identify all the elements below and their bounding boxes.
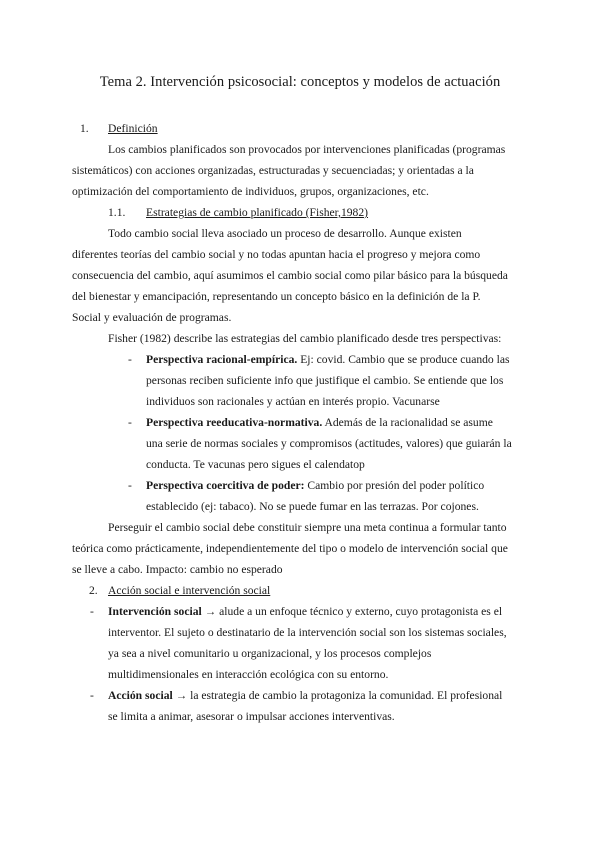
bullet-text: Ej: covid. Cambio que se produce cuando las <box>297 353 510 366</box>
paragraph-line: Social y evaluación de programas. <box>72 311 232 324</box>
bullet-item <box>146 479 484 493</box>
section-1-heading: Definición <box>108 122 158 135</box>
subsection-1-1-heading: Estrategias de cambio planificado (Fisher,1982) <box>146 206 369 219</box>
bullet-dash: - <box>128 353 132 366</box>
bullet-dash: - <box>90 605 94 618</box>
paragraph-line: optimización del comportamiento de individuos, grupos, organizaciones, etc. <box>72 185 429 198</box>
bullet-term: Acción social <box>108 689 173 702</box>
section-2-heading: Acción social e intervención social <box>108 584 271 597</box>
bullet-term: Perspectiva racional-empírica. <box>146 353 298 366</box>
bullet-item <box>108 689 502 703</box>
bullet-dash: - <box>90 689 94 702</box>
bullet-line: se limita a animar, asesorar o impulsar acciones interventivas. <box>108 710 395 723</box>
bullet-text: Además de la racionalidad se asume <box>322 416 493 429</box>
paragraph-line: Todo cambio social lleva asociado un proceso de desarrollo. Aunque existen <box>108 227 462 240</box>
section-1-number: 1. <box>80 122 89 135</box>
subsection-1-1-number: 1.1. <box>108 206 126 219</box>
bullet-dash: - <box>128 416 132 429</box>
bullet-term: Intervención social <box>108 605 202 618</box>
bullet-text: → alude a un enfoque técnico y externo, cuyo protagonista es el <box>201 605 503 618</box>
bullet-line: una serie de normas sociales y compromisos (actitudes, valores) que guiarán la <box>146 437 512 450</box>
paragraph-line: teórica como prácticamente, independientemente del tipo o modelo de intervención social que <box>72 542 508 555</box>
bullet-line: ya sea a nivel comunitario u organizacional, y los procesos complejos <box>108 647 432 660</box>
bullet-item <box>108 605 502 619</box>
bullet-line: conducta. Te vacunas pero sigues el calendatop <box>146 458 365 471</box>
paragraph-line: del bienestar y emancipación, representando un concepto básico en la definición de la P. <box>72 290 481 303</box>
paragraph-line: diferentes teorías del cambio social y no todas apuntan hacia el progreso y mejora como <box>72 248 481 261</box>
bullet-text: → la estrategia de cambio la protagoniza la comunidad. El profesional <box>172 689 503 702</box>
bullet-line: establecido (ej: tabaco). No se puede fumar en las terrazas. Por cojones. <box>146 500 479 513</box>
bullet-line: interventor. El sujeto o destinatario de la intervención social son los sistemas sociales, <box>108 626 507 639</box>
bullet-term: Perspectiva coercitiva de poder: <box>146 479 305 492</box>
bullet-line: personas reciben suficiente info que justifique el cambio. Se entiende que los <box>146 374 504 387</box>
paragraph-line: Los cambios planificados son provocados por intervenciones planificadas (programas <box>108 143 506 156</box>
bullet-dash: - <box>128 479 132 492</box>
document-title: Tema 2. Intervención psicosocial: conceptos y modelos de actuación <box>99 74 501 90</box>
bullet-line: individuos son racionales y actúan en interés propio. Vacunarse <box>146 395 440 408</box>
paragraph-line: sistemáticos) con acciones organizadas, estructuradas y secuenciadas; y orientadas a la <box>72 164 474 177</box>
paragraph-line: Perseguir el cambio social debe constituir siempre una meta continua a formular tanto <box>108 521 507 534</box>
paragraph-line: se lleve a cabo. Impacto: cambio no esperado <box>72 563 283 576</box>
section-2-number: 2. <box>89 584 98 597</box>
bullet-term: Perspectiva reeducativa-normativa. <box>146 416 323 429</box>
bullet-item <box>146 416 493 430</box>
bullet-line: multidimensionales en interacción ecológica con su entorno. <box>108 668 389 681</box>
paragraph-line: consecuencia del cambio, aquí asumimos el cambio social como pilar básico para la búsqueda <box>72 269 508 282</box>
bullet-text: Cambio por presión del poder político <box>304 479 485 492</box>
paragraph-line: Fisher (1982) describe las estrategias del cambio planificado desde tres perspectivas: <box>108 332 502 345</box>
bullet-item <box>146 353 510 367</box>
